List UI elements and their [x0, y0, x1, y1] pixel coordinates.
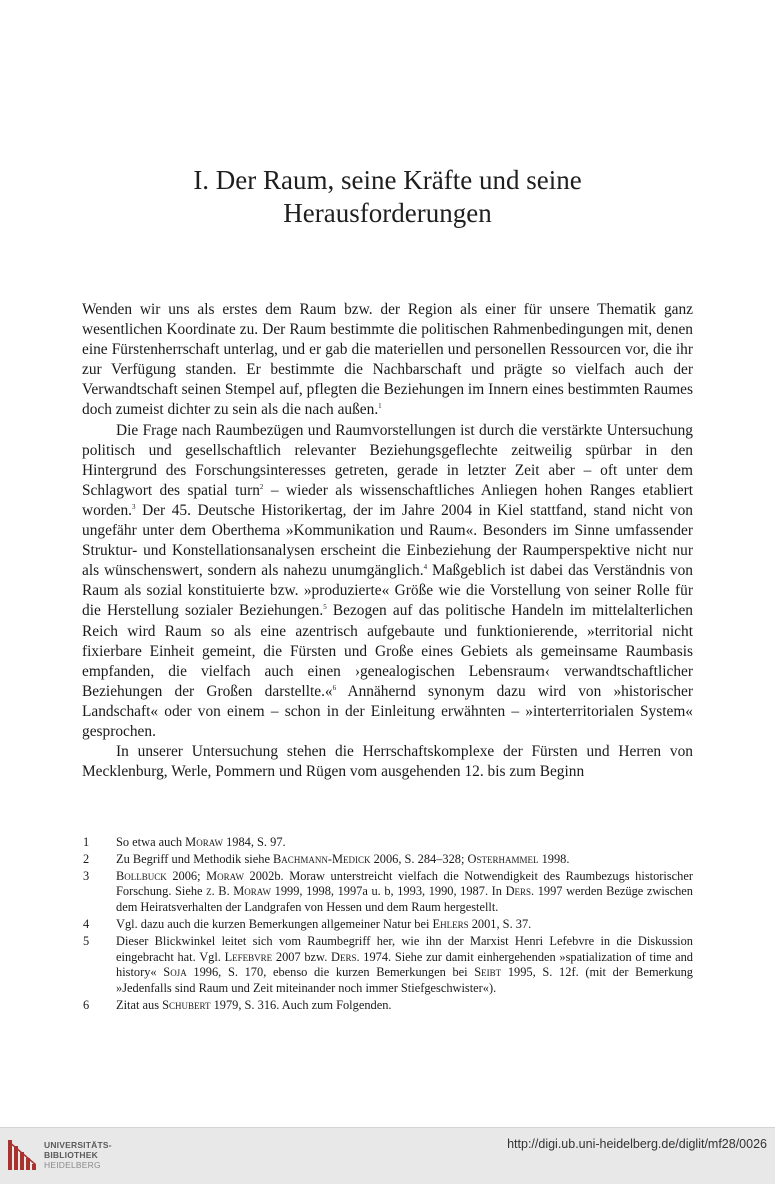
author-name: Osterhammel [467, 851, 539, 866]
author-name: Ehlers [432, 916, 469, 931]
paragraph-1-text: Wenden wir uns als erstes dem Raum bzw. der Region als einer für unsere Thematik ganz wesentlichen Koordinate zu. Der Raum bestimmte die politischen Rahmenbedingungen mit, denen eine Fürstenherrschaft unterlag, und er gab die materiellen und personellen Ressourcen vor, die ihr zur Verfügung standen. Er bestimmte die Nachbarschaft und prägte so vielfach auch der Verwandtschaft seinen Stempel auf, pflegten die Beziehungen im Innern eines bestimmten Raumes doch zumeist dichter zu sein als die nach außen. [82, 301, 693, 419]
author-name: Schubert [162, 997, 211, 1012]
paragraph-2-text-b: – wieder als wissenschaftliches Anliegen hohen Ranges etabliert worden. [82, 481, 693, 519]
footnote-number: 1 [83, 835, 90, 849]
paragraph-2-text-a: Die Frage nach Raumbezügen und Raumvorstellungen ist durch die verstärkte Untersuchung politisch und gesellschaftlich relevanter Beziehungsgeflechte zeitweilig spürbar in den Hintergrund des Forschungsinteresses getreten, gerade in letzter Zeit aber – oft unter dem Schlagwort des spatial turn [82, 421, 693, 499]
viewer-footer [0, 1127, 775, 1184]
author-name: Soja [163, 965, 187, 980]
library-name-line-1: UNIVERSITÄTS- [44, 1140, 112, 1150]
footnote-ref-1[interactable]: 1 [378, 402, 382, 411]
body-text [82, 300, 693, 782]
footnote-text: Zitat aus Schubert 1979, S. 316. Auch zum Folgenden. [116, 997, 392, 1012]
author-name: Bollbuck [116, 868, 167, 883]
footnote [82, 869, 693, 916]
author-name: Bachmann-Medick [273, 851, 371, 866]
footnote-ref-3[interactable]: 3 [132, 502, 136, 511]
library-logo-icon [6, 1136, 40, 1174]
paragraph-2-text-f: Annähernd synonym dazu wird von »historischer Landschaft« oder von einem – schon in der Einleitung erwähnten – »interterritorialen System« gesprochen. [82, 682, 693, 740]
chapter-title-line-2: Herausforderungen [283, 198, 492, 228]
footnote-text: Bollbuck 2006; Moraw 2002b. Moraw unterstreicht vielfach die Notwendigkeit des Raumbezugs historischer Forschung. Siehe z. B. Moraw 1999, 1998, 1997a u. b, 1993, 1990, 1987. In Ders. 1997 werden Bezüge zwischen dem Heiratsverhalten der Landgrafen von Hessen und dem Raum hergestellt. [116, 868, 693, 915]
footnote-number: 2 [83, 851, 90, 866]
footnote-number: 5 [83, 933, 90, 948]
footnote [82, 917, 693, 933]
footnote [82, 998, 693, 1014]
page-url-link[interactable]: http://digi.ub.uni-heidelberg.de/diglit/mf28/0026 [507, 1137, 767, 1151]
paragraph-1 [82, 300, 693, 421]
library-name-line-2: BIBLIOTHEK [44, 1150, 98, 1160]
chapter-title [82, 164, 693, 230]
chapter-title-line-1: I. Der Raum, seine Kräfte und seine [193, 165, 582, 195]
footnote-text: Dieser Blickwinkel leitet sich vom Raumbegriff her, wie ihn der Marxist Henri Lefebvre in die Diskussion eingebracht hat. Vgl. Lefebvre 2007 bzw. Ders. 1974. Siehe zur damit einhergehenden »spatialization of time and history« Soja 1996, S. 170, ebenso die kurzen Bemerkungen bei Seibt 1995, S. 12f. (mit der Bemerkung »Jedenfalls sind Raum und Zeit miteinander noch immer Stiefgeschwister«). [116, 933, 694, 996]
footnote-number: 6 [83, 997, 90, 1012]
footnote [82, 852, 693, 868]
author-name: Ders. [331, 949, 360, 964]
author-name: Ders. [505, 884, 535, 899]
paragraph-2-text-d: Maßgeblich ist dabei das Verständnis von Raum als sozial konstituierte bzw. »produzierte« Größe wie die Vorstellung von seiner Rolle für die Herstellung sozialer Beziehungen. [82, 562, 693, 620]
footnote [82, 934, 693, 997]
paragraph-2 [82, 421, 693, 743]
author-name: z. B. Moraw [206, 884, 272, 899]
author-name: Moraw [185, 835, 223, 849]
library-name-line-3: HEIDELBERG [44, 1160, 101, 1170]
footnote-text: Zu Begriff und Methodik siehe Bachmann-Medick 2006, S. 284–328; Osterhammel 1998. [116, 851, 570, 866]
footnote-ref-6[interactable]: 6 [332, 683, 337, 692]
paragraph-2-text-e: Bezogen auf das politische Handeln im mittelalterlichen Reich wird Raum so als eine azentrisch aufgebaute und funktionierende, »territorial nicht fixierbare Einheit gemeint, die Fürsten und Große eines Gebiets als gemeinsame Raumbasis empfanden, die vielfach auch einen ›genealogischen Lebensraum‹ verwandtschaftlicher Beziehungen der Großen darstellte.« [82, 602, 693, 700]
author-name: Lefebvre [224, 949, 273, 964]
footnote-ref-5[interactable]: 5 [323, 603, 327, 612]
footnote-number: 3 [83, 868, 90, 883]
footnote-number: 4 [83, 916, 90, 931]
author-name: Seibt [474, 965, 502, 980]
paragraph-3 [82, 742, 693, 782]
paragraph-3-text: In unserer Untersuchung stehen die Herrschaftskomplexe der Fürsten und Herren von Mecklenburg, Werle, Pommern und Rügen vom ausgehenden 12. bis zum Beginn [82, 743, 693, 781]
library-name [44, 1140, 112, 1170]
paragraph-2-text-c: Der 45. Deutsche Historikertag, der im Jahre 2004 in Kiel stattfand, stand nicht von ungefähr unter dem Oberthema »Kommunikation und Raum«. Besonders im Sinne umfassender Struktur- und Konstellationsanalysen erscheint die Einbeziehung der Raumperspektive nicht nur als wünschenswert, sondern als nahezu unumgänglich. [82, 501, 693, 580]
footnote-text: Vgl. dazu auch die kurzen Bemerkungen allgemeiner Natur bei Ehlers 2001, S. 37. [116, 916, 532, 931]
footnotes [82, 835, 693, 1015]
author-name: Moraw [206, 868, 244, 883]
footnote-ref-4[interactable]: 4 [423, 563, 428, 572]
footnote-text: So etwa auch Moraw 1984, S. 97. [116, 835, 286, 849]
footnote-ref-2[interactable]: 2 [259, 482, 264, 491]
footnote [82, 835, 693, 851]
